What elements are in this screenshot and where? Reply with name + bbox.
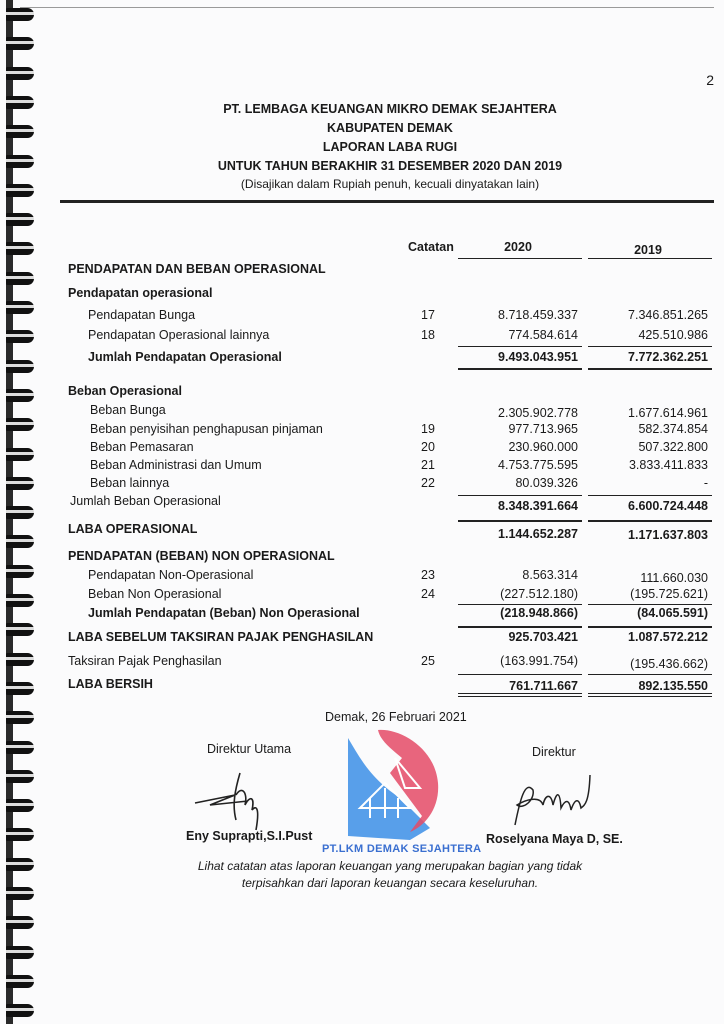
report-header	[150, 100, 630, 193]
binding-ring	[6, 711, 34, 724]
binding-ring	[6, 37, 34, 50]
binding-ring	[6, 975, 34, 988]
section-heading: PENDAPATAN (BEBAN) NON OPERASIONAL	[68, 549, 335, 563]
double-rule	[458, 693, 582, 697]
subtotal-rule	[458, 604, 582, 605]
binding-ring	[6, 741, 34, 754]
subsection-heading: Pendapatan operasional	[68, 286, 213, 300]
binding-ring	[6, 828, 34, 841]
right-signature-icon	[505, 770, 595, 830]
net-income-row: LABA BERSIH 761.711.667 892.135.550	[68, 677, 708, 693]
total-row: Jumlah Beban Operasional 8.348.391.664 6.600.724.448	[70, 494, 708, 513]
total-rule	[588, 626, 712, 628]
column-header-2020: 2020	[504, 240, 532, 254]
left-signatory-title: Direktur Utama	[207, 742, 292, 756]
total-row: Jumlah Pendapatan Operasional 9.493.043.951 7.772.362.251	[88, 350, 708, 364]
header-underline-2020	[458, 258, 582, 259]
report-title: LAPORAN LABA RUGI	[322, 140, 458, 154]
binding-ring	[6, 8, 34, 21]
column-header-2019: 2019	[634, 243, 662, 257]
table-row: Pendapatan Non-Operasional 23 8.563.314 111.660.030	[88, 568, 708, 585]
table-row: Beban Administrasi dan Umum 21 4.753.775.595 3.833.411.833	[90, 458, 708, 472]
region: KABUPATEN DEMAK	[327, 121, 453, 135]
table-row: Beban lainnya 22 80.039.326 -	[90, 476, 708, 490]
total-row: LABA SEBELUM TAKSIRAN PAJAK PENGHASILAN 925.703.421 1.087.572.212	[68, 630, 708, 644]
binding-ring	[6, 946, 34, 959]
spiral-binding	[0, 0, 40, 1024]
top-edge-rule	[20, 7, 714, 8]
table-row: Beban penyisihan penghapusan pinjaman 19 977.713.965 582.374.854	[90, 422, 708, 436]
binding-ring	[6, 799, 34, 812]
subtotal-rule	[458, 674, 582, 675]
company-name: PT. LEMBAGA KEUANGAN MIKRO DEMAK SEJAHTERA	[223, 102, 557, 116]
table-row: Beban Non Operasional 24 (227.512.180) (195.725.621)	[88, 587, 708, 601]
binding-ring	[6, 96, 34, 109]
left-signature-icon	[190, 765, 280, 835]
section-heading: PENDAPATAN DAN BEBAN OPERASIONAL	[68, 262, 326, 276]
total-row: LABA OPERASIONAL 1.144.652.287 1.171.637.803	[68, 522, 708, 542]
binding-ring	[6, 916, 34, 929]
binding-ring	[6, 155, 34, 168]
table-row: Pendapatan Bunga 17 8.718.459.337 7.346.851.265	[88, 308, 708, 322]
total-rule	[588, 368, 712, 370]
binding-ring	[6, 184, 34, 197]
binding-ring	[6, 67, 34, 80]
total-rule	[458, 626, 582, 628]
binding-ring	[6, 213, 34, 226]
total-rule	[458, 368, 582, 370]
right-signatory-title: Direktur	[532, 745, 576, 759]
double-rule	[588, 693, 712, 697]
stamp-text: PT.LKM DEMAK SEJAHTERA	[322, 843, 482, 855]
footnote: Lihat catatan atas laporan keuangan yang merupakan bagian yang tidak terpisahkan dari laporan keuangan secara keseluruhan.	[197, 859, 583, 890]
subtotal-rule	[588, 346, 712, 347]
column-header-note: Catatan	[408, 240, 454, 254]
left-signatory-name: Eny Suprapti,S.I.Pust	[186, 829, 313, 843]
page-number: 2	[706, 72, 714, 88]
subtotal-rule	[458, 346, 582, 347]
binding-ring	[6, 770, 34, 783]
subsection-heading: Beban Operasional	[68, 384, 182, 398]
subtotal-rule	[588, 604, 712, 605]
table-row: Pendapatan Operasional lainnya 18 774.584.614 425.510.986	[88, 328, 708, 342]
binding-ring	[6, 242, 34, 255]
binding-ring	[6, 1004, 34, 1017]
binding-ring	[6, 887, 34, 900]
header-rule	[60, 200, 714, 203]
currency-note: (Disajikan dalam Rupiah penuh, kecuali dinyatakan lain)	[240, 177, 540, 191]
subtotal-rule	[588, 674, 712, 675]
header-underline-2019	[588, 258, 712, 259]
company-stamp-logo-icon	[330, 728, 460, 858]
binding-ring	[6, 858, 34, 871]
total-row: Jumlah Pendapatan (Beban) Non Operasional (218.948.866) (84.065.591)	[88, 606, 708, 620]
right-signatory-name: Roselyana Maya D, SE.	[486, 832, 623, 846]
report-period: UNTUK TAHUN BERAKHIR 31 DESEMBER 2020 DAN 2019	[217, 159, 563, 173]
table-row: Taksiran Pajak Penghasilan 25 (163.991.754) (195.436.662)	[68, 654, 708, 671]
table-row: Beban Pemasaran 20 230.960.000 507.322.800	[90, 440, 708, 454]
place-date: Demak, 26 Februari 2021	[325, 710, 467, 724]
binding-ring	[6, 125, 34, 138]
table-row: Beban Bunga 2.305.902.778 1.677.614.961	[90, 403, 708, 420]
